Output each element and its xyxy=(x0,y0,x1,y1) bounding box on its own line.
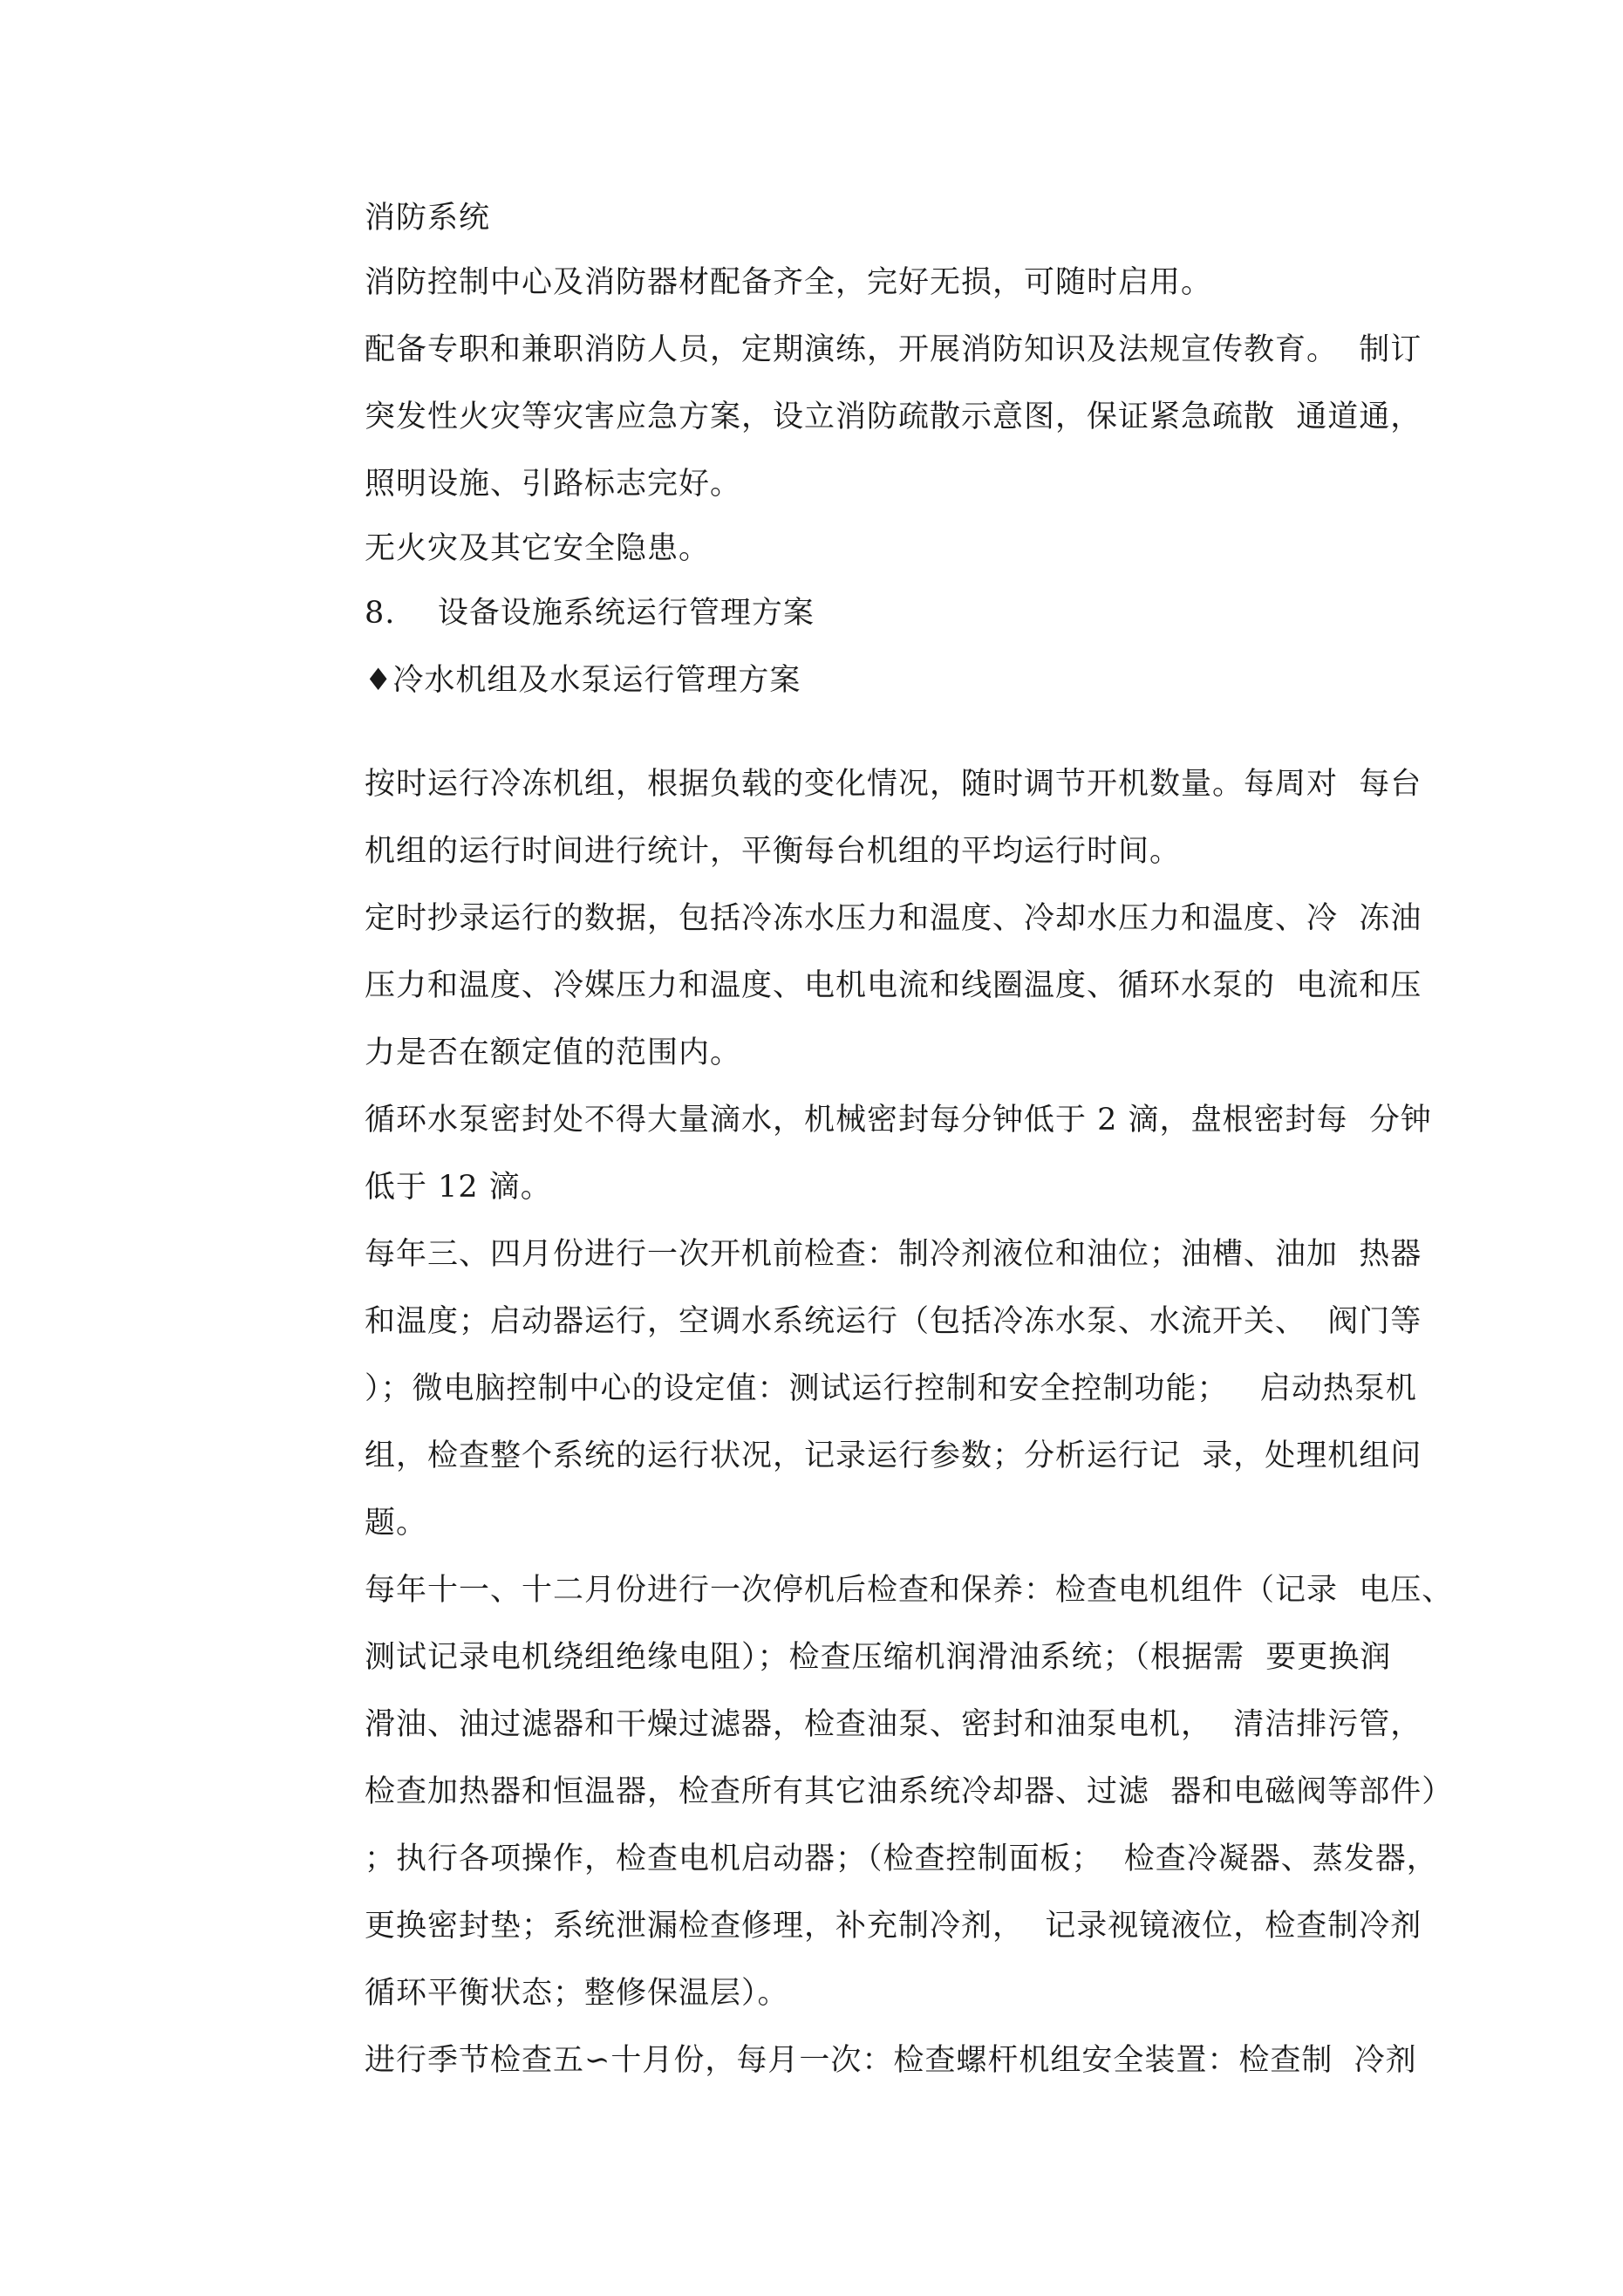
text-line: 滑油、油过滤器和干燥过滤器，检查油泵、密封和油泵电机， 清洁排污管， xyxy=(365,1707,1422,1742)
text-line: 进行季节检查五∽十月份，每月一次：检查螺杆机组安全装置：检查制 冷剂 xyxy=(365,2043,1417,2078)
text-line: 循环水泵密封处不得大量滴水，机械密封每分钟低于 2 滴，盘根密封每 分钟 xyxy=(365,1103,1432,1138)
text-line: 力是否在额定值的范围内。 xyxy=(365,1035,742,1070)
text-line: 照明设施、引路标志完好。 xyxy=(365,467,742,502)
text-line: ；执行各项操作，检查电机启动器；（检查控制面板； 检查冷凝器、蒸发器， xyxy=(365,1842,1438,1876)
text-line: 题。 xyxy=(365,1506,428,1541)
text-line: 测试记录电机绕组绝缘电阻）；检查压缩机润滑油系统；（根据需 要更换润 xyxy=(365,1640,1392,1675)
text-line: 和温度；启动器运行，空调水系统运行（包括冷冻水泵、水流开关、 阀门等 xyxy=(365,1304,1422,1339)
text-line: 每年十一、十二月份进行一次停机后检查和保养：检查电机组件（记录 电压、 xyxy=(365,1573,1454,1608)
section-heading-fire-system: 消防系统 xyxy=(365,201,491,236)
text-line: 机组的运行时间进行统计，平衡每台机组的平均运行时间。 xyxy=(365,834,1182,869)
text-line: 循环平衡状态；整修保温层）。 xyxy=(365,1976,789,2011)
text-line: 按时运行冷冻机组，根据负载的变化情况，随时调节开机数量。每周对 每台 xyxy=(365,767,1422,802)
text-line: 压力和温度、冷媒压力和温度、电机电流和线圈温度、循环水泵的 电流和压 xyxy=(365,968,1422,1003)
text-line: 更换密封垫；系统泄漏检查修理，补充制冷剂， 记录视镜液位，检查制冷剂 xyxy=(365,1909,1422,1944)
text-line: ）；微电脑控制中心的设定值：测试运行控制和安全控制功能； 启动热泵机 xyxy=(365,1371,1417,1406)
text-line: 消防控制中心及消防器材配备齐全，完好无损，可随时启用。 xyxy=(365,265,1213,300)
text-line: 突发性火灾等灾害应急方案，设立消防疏散示意图，保证紧急疏散 通道通， xyxy=(365,400,1422,434)
text-line: 无火灾及其它安全隐患。 xyxy=(365,531,711,566)
document-body xyxy=(365,199,1454,2080)
text-line: 配备专职和兼职消防人员，定期演练，开展消防知识及法规宣传教育。 制订 xyxy=(365,332,1422,367)
text-line: 检查加热器和恒温器，检查所有其它油系统冷却器、过滤 器和电磁阀等部件） xyxy=(365,1774,1454,1809)
text-line: 每年三、四月份进行一次开机前检查：制冷剂液位和油位；油槽、油加 热器 xyxy=(365,1237,1422,1272)
text-line: 定时抄录运行的数据，包括冷冻水压力和温度、冷却水压力和温度、冷 冻油 xyxy=(365,901,1422,936)
text-line: 低于 12 滴。 xyxy=(365,1170,552,1205)
section-heading-equipment: 8. 设备设施系统运行管理方案 xyxy=(365,596,815,631)
text-line: 组，检查整个系统的运行状况，记录运行参数；分析运行记 录，处理机组问 xyxy=(365,1438,1422,1473)
subsection-heading-chiller: ♦冷水机组及水泵运行管理方案 xyxy=(365,663,801,698)
